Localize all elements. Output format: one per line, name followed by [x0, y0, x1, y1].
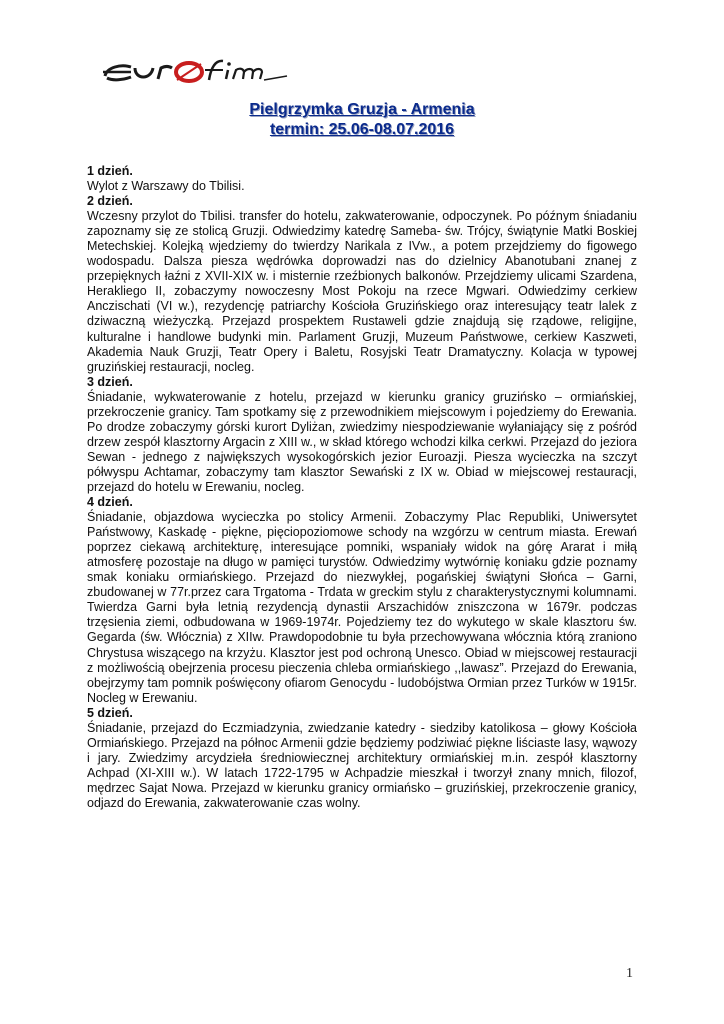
title-block — [0, 100, 724, 140]
itinerary — [87, 164, 637, 811]
document-dates: termin: 25.06-08.07.2016 — [269, 121, 455, 138]
eurofim-logo — [101, 58, 291, 84]
day-description: Śniadanie, objazdowa wycieczka po stolicy Armenii. Zobaczymy Plac Republiki, Uniwersytet Państwowy, Kaskadę - piękne, pięciopoziomowe schody na wzgórzu w centrum miasta. Erewań poprzez ciekawą architekturę, interesujące pomniki, wspaniały widok na górę Ararat i miłą atmosferę pozostaje na długo w pamięci turystów. Odwiedzimy wytwórnię koniaku gdzie poznamy smak koniaku ormiańskiego. Przejazd do niezwykłej, pogańskiej świątyni Słońca – Garni, zbudowanej w 77r.przez cara Trgatoma - Trdata w greckim stylu z charakterystycznymi kolumnami. Twierdza Garni była letnią rezydencją dynastii Arszachidów zniszczona w 1679r. podczas trzęsienia ziemi, odbudowana w 1969-1974r. Pojedziemy tez do wykutego w skale klasztoru św. Gegarda (św. Włócznia) z XIIw. Prawdopodobnie tu była przechowywana włócznia którą zraniono Chrystusa wiszącego na krzyżu. Klasztor jest pod ochroną Unesco. Obiad w miejscowej restauracji z możliwością obejrzenia procesu pieczenia chleba ormiańskiego ,,lawasz”. Przejazd do Erewania, obejrzymy tam pomnik poświęcony ofiarom Genocydu - ludobójstwa Ormian przez Turków w 1915r. Nocleg w Erewaniu. — [87, 510, 637, 705]
day-heading: 3 dzień. — [87, 374, 133, 389]
document-title: Pielgrzymka Gruzja - Armenia — [249, 101, 475, 118]
day-heading: 2 dzień. — [87, 194, 133, 209]
day-section — [87, 495, 637, 706]
day-section — [87, 164, 637, 194]
eurofim-logo-graphic — [101, 58, 291, 84]
day-description: Wczesny przylot do Tbilisi. transfer do hotelu, zakwaterowanie, odpoczynek. Po późnym śniadaniu zapoznamy się ze stolicą Gruzji. Odwiedzimy katedrę Sameba- św. Trójcy, świątynie Matki Boskiej Metechskiej. Kolejką wjedziemy do twierdzy Narikala z IVw., a potem przejdziemy do figowego wodospadu. Dalsza piesza wędrówka doprowadzi nas do dzielnicy Abanotubani znanej z przepięknych łaźni z XVII-XIX w. i misternie rzeźbionych balkonów. Przejdziemy ulicami Szardena, Herakliego II, zobaczymy nowoczesny Most Pokoju na rzece Mgwari. Odwiedzimy cerkiew Anczischati (VI w.), rezydencję patriarchy Kościoła Gruzińskiego oraz interesujący teatr lalek z dziwaczną wieżyczką. Przejazd prospektem Rustaweli gdzie znajdują się rządowe, religijne, kulturalne i handlowe budynki min. Parlament Gruzji, Muzeum Państwowe, cerkiew Kaszweti, Akademia Nauk Gruzji, Teatr Opery i Baletu, Rosyjski Teatr Dramatyczny. Kolacja w typowej gruzińskiej restauracji, nocleg. — [87, 209, 637, 374]
day-description: Śniadanie, przejazd do Eczmiadzynia, zwiedzanie katedry - siedziby katolikosa – głowy Kościoła Ormiańskiego. Przejazd na północ Armenii gdzie będziemy podziwiać piękne liściaste lasy, wąwozy i jary. Zwiedzimy arcydzieła średniowiecznej architektury ormiańskiej m.in. zespół klasztorny Achpad (XI-XIII w.). W latach 1722-1795 w Achpadzie mieszkał i tworzył znany mnich, filozof, mędrzec Sajat Nowa. Przejazd w kierunku granicy ormiańsko – gruzińskiej, przekroczenie granicy, odjazd do Erewania, zakwaterowanie czas wolny. — [87, 720, 637, 810]
day-description: Wylot z Warszawy do Tbilisi. — [87, 179, 245, 194]
day-heading: 1 dzień. — [87, 164, 133, 178]
day-description: Śniadanie, wykwaterowanie z hotelu, przejazd w kierunku granicy gruzińsko – ormiańskiej, przekroczenie granicy. Tam spotkamy się z przewodnikiem miejscowym i pojedziemy do Erewania. Po drodze zobaczymy górski kurort Dyliżan, zwiedzimy niespodziewanie wyłaniający się z pośród drzew zespół klasztorny Argacin z XIII w., w skład którego wchodzi kilka cerkwi. Przejazd do jeziora Sewan - jednego z największych wysokogórskich jezior Euroazji. Piesza wycieczka na szczyt półwyspu Achtamar, zobaczymy tam klasztor Sewański z IX w. Obiad w miejscowej restauracji, przejazd do hotelu w Erewaniu, nocleg. — [87, 389, 637, 494]
day-heading: 4 dzień. — [87, 495, 133, 510]
day-section — [87, 194, 637, 375]
page-number: 1 — [626, 966, 633, 981]
day-section — [87, 706, 637, 811]
day-section — [87, 375, 637, 495]
day-heading: 5 dzień. — [87, 705, 133, 720]
